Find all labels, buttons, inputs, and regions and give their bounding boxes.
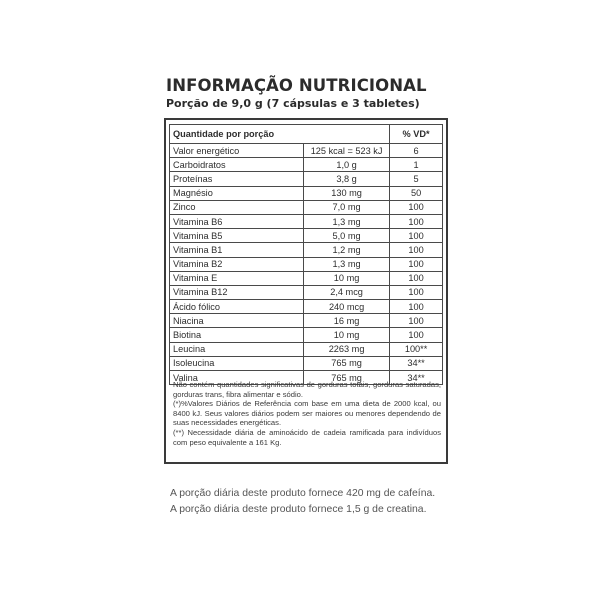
nutrient-name: Vitamina B12 [170, 285, 304, 299]
nutrient-name: Valor energético [170, 144, 304, 158]
nutrient-name: Zinco [170, 200, 304, 214]
footer-creatine: A porção diária deste produto fornece 1,5 g de creatina. [170, 503, 427, 515]
nutrient-name: Vitamina B6 [170, 214, 304, 228]
nutrient-amount: 7,0 mg [304, 200, 390, 214]
footer-info [170, 486, 435, 517]
nutrient-vd: 100 [390, 328, 443, 342]
nutrient-name: Vitamina B1 [170, 243, 304, 257]
nutrient-amount: 1,2 mg [304, 243, 390, 257]
nutrient-name: Magnésio [170, 186, 304, 200]
header-vd: % VD* [390, 125, 443, 144]
table-row [170, 314, 443, 328]
table-row [170, 200, 443, 214]
footer-caffeine: A porção diária deste produto fornece 420 mg de cafeína. [170, 488, 436, 499]
serving-size: Porção de 9,0 g (7 cápsulas e 3 tabletes) [166, 97, 420, 110]
nutrient-vd: 34** [390, 371, 443, 385]
nutrient-name: Biotina [170, 328, 304, 342]
nutrient-vd: 100 [390, 271, 443, 285]
nutrient-vd: 100 [390, 314, 443, 328]
nutrient-vd: 100 [390, 257, 443, 271]
nutrient-amount: 240 mcg [304, 300, 390, 314]
table-row [170, 328, 443, 342]
nutrient-vd: 34** [390, 356, 443, 370]
nutrient-amount: 1,0 g [304, 158, 390, 172]
nutrient-vd: 5 [390, 172, 443, 186]
table-row [170, 186, 443, 200]
nutrient-amount: 1,3 mg [304, 214, 390, 228]
nutrient-amount: 16 mg [304, 314, 390, 328]
table-row [170, 214, 443, 228]
nutrient-name: Vitamina B5 [170, 229, 304, 243]
nutrient-amount: 5,0 mg [304, 229, 390, 243]
table-row [170, 285, 443, 299]
footnote-bcaa: (**) Necessidade diária de aminoácido de cadeia ramificada para indivíduos com peso equivalente a 161 Kg. [173, 427, 441, 447]
nutrient-vd: 6 [390, 144, 443, 158]
nutrient-name: Leucina [170, 342, 304, 356]
nutrient-vd: 1 [390, 158, 443, 172]
nutrient-name: Vitamina E [170, 271, 304, 285]
panel-title: INFORMAÇÃO NUTRICIONAL [166, 76, 427, 95]
nutrient-name: Proteínas [170, 172, 304, 186]
footnotes [173, 380, 441, 447]
nutrient-amount: 2263 mg [304, 342, 390, 356]
footnote-not-significant: Não contém quantidades significativas de gorduras totais, gorduras saturadas, gorduras trans, fibra alimentar e sódio. [173, 380, 441, 399]
footnote-vd: (*)%Valores Diários de Referência com base em uma dieta de 2000 kcal, ou 8400 kJ. Seus valores diários podem ser maiores ou menores dependendo de suas necessidades energéticas. [173, 399, 441, 428]
nutrient-amount: 765 mg [304, 356, 390, 370]
table-row [170, 158, 443, 172]
nutrient-amount: 765 mg [304, 371, 390, 385]
nutrient-name: Valina [170, 371, 304, 385]
table-row [170, 257, 443, 271]
table-row [170, 229, 443, 243]
nutrient-vd: 100 [390, 229, 443, 243]
table-row [170, 356, 443, 370]
nutrient-vd: 100 [390, 200, 443, 214]
nutrient-amount: 1,3 mg [304, 257, 390, 271]
table-body [170, 144, 443, 385]
table-row [170, 342, 443, 356]
table-row [170, 243, 443, 257]
nutrient-vd: 100 [390, 214, 443, 228]
nutrient-name: Vitamina B2 [170, 257, 304, 271]
nutrition-table [169, 124, 443, 385]
nutrient-name: Isoleucina [170, 356, 304, 370]
nutrient-amount: 125 kcal = 523 kJ [304, 144, 390, 158]
nutrient-amount: 130 mg [304, 186, 390, 200]
nutrient-amount: 10 mg [304, 271, 390, 285]
nutrient-amount: 10 mg [304, 328, 390, 342]
nutrient-vd: 100 [390, 285, 443, 299]
table-row [170, 144, 443, 158]
table-row [170, 172, 443, 186]
header-quantity: Quantidade por porção [170, 125, 390, 144]
nutrient-amount: 2,4 mcg [304, 285, 390, 299]
nutrient-vd: 100 [390, 243, 443, 257]
nutrient-vd: 50 [390, 186, 443, 200]
nutrient-amount: 3,8 g [304, 172, 390, 186]
nutrition-panel [164, 118, 448, 464]
table-row [170, 271, 443, 285]
nutrient-vd: 100** [390, 342, 443, 356]
table-row [170, 300, 443, 314]
nutrient-name: Ácido fólico [170, 300, 304, 314]
nutrient-vd: 100 [390, 300, 443, 314]
table-header-row [170, 125, 443, 144]
nutrient-name: Niacina [170, 314, 304, 328]
nutrient-name: Carboidratos [170, 158, 304, 172]
